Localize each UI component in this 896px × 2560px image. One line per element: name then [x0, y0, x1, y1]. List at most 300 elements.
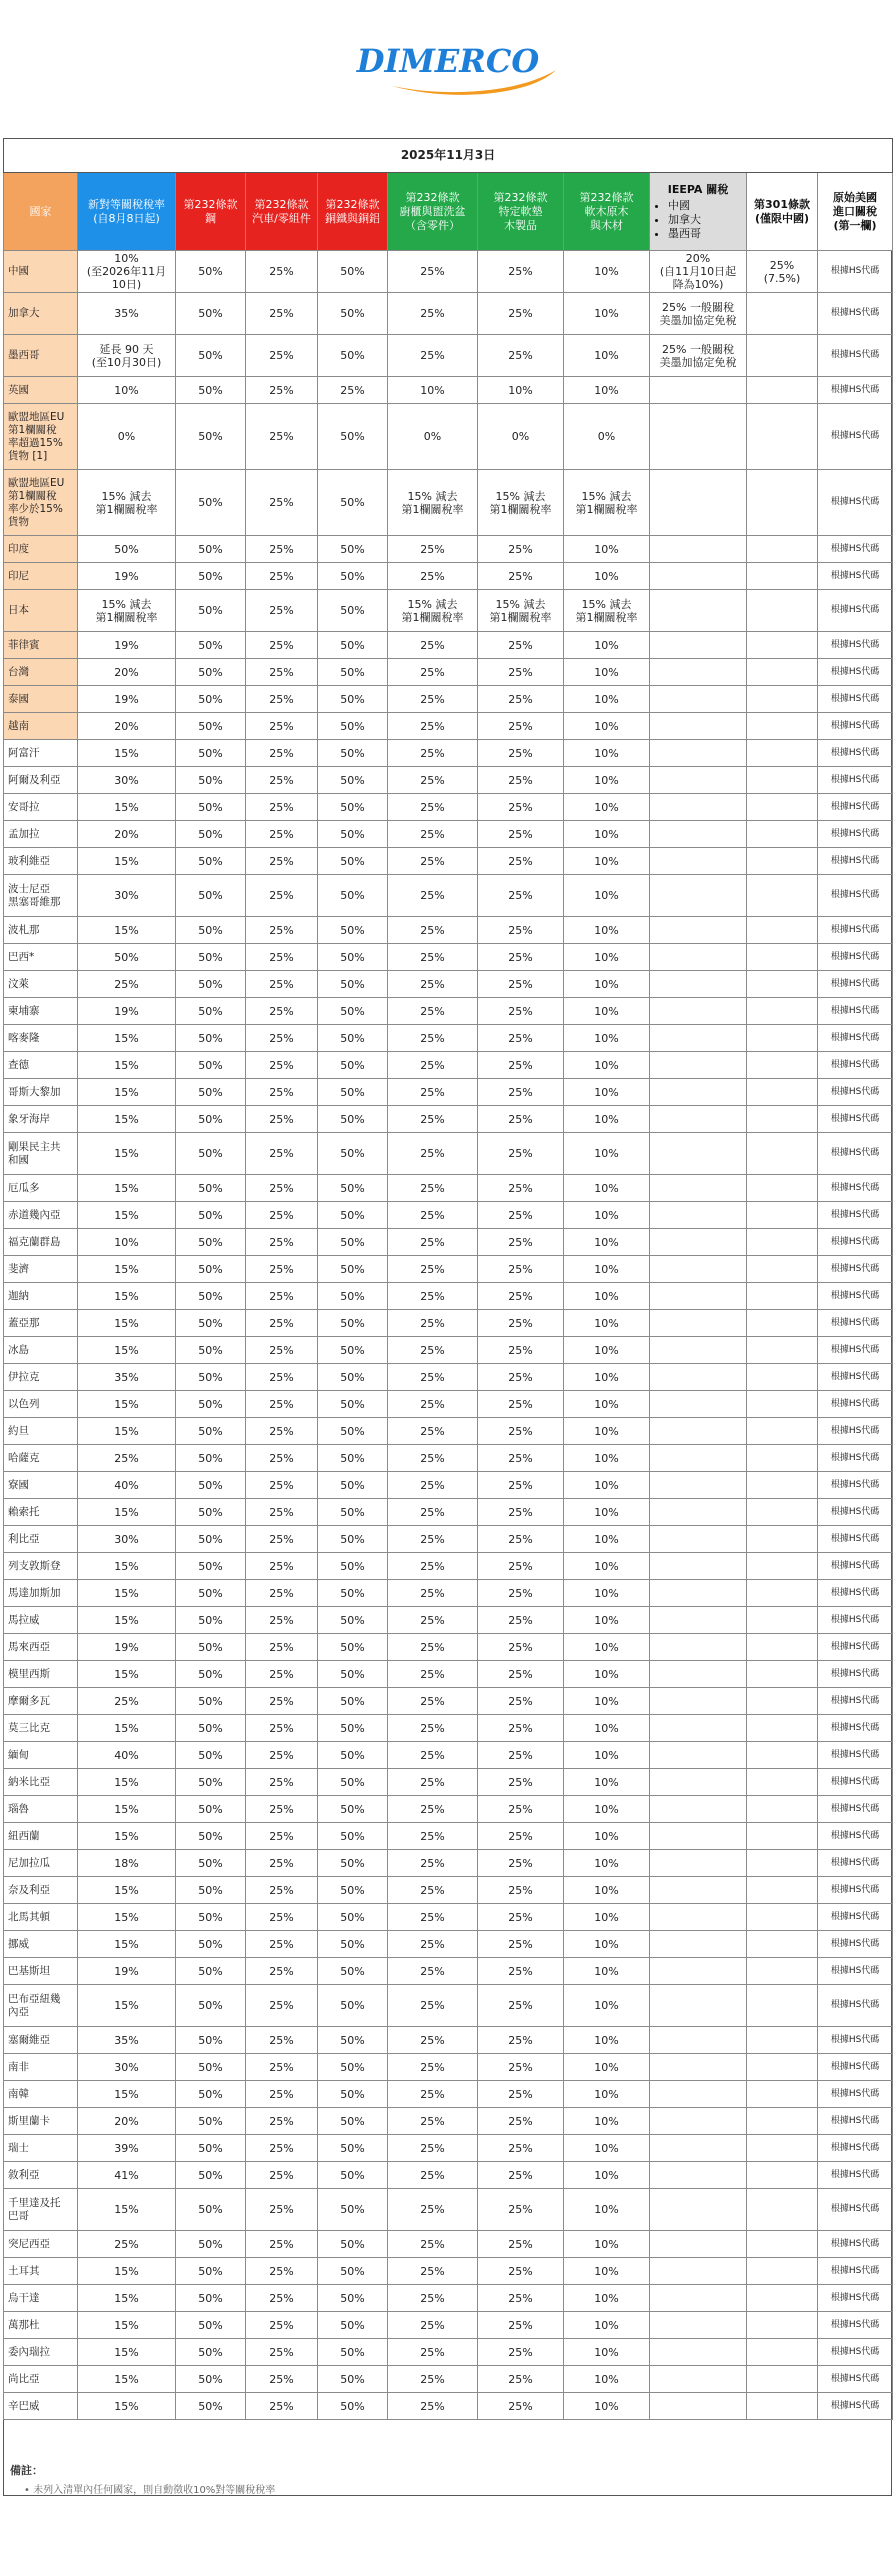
cell-s232-cabinet: 25%	[388, 1106, 478, 1133]
table-row	[4, 2312, 893, 2339]
cell-s232-auto: 25%	[246, 1823, 318, 1850]
cell-country: 瑞士	[4, 2135, 78, 2162]
cell-country: 越南	[4, 713, 78, 740]
cell-s232-furniture: 25%	[478, 1202, 564, 1229]
cell-s232-furniture: 25%	[478, 848, 564, 875]
cell-s232-copper: 50%	[318, 1850, 388, 1877]
cell-s232-lumber: 10%	[564, 2054, 650, 2081]
cell-s232-cabinet: 25%	[388, 1580, 478, 1607]
cell-ieepa	[650, 1931, 747, 1958]
cell-ieepa	[650, 998, 747, 1025]
cell-ieepa	[650, 1526, 747, 1553]
cell-s232-furniture: 25%	[478, 1052, 564, 1079]
header-ieepa-item: • 中國	[668, 199, 744, 213]
cell-reciprocal-rate: 15%	[78, 1580, 176, 1607]
cell-s232-copper: 50%	[318, 590, 388, 632]
cell-mfn: 根據HS代碼	[818, 1526, 893, 1553]
cell-s232-copper: 50%	[318, 2258, 388, 2285]
cell-reciprocal-rate: 20%	[78, 2108, 176, 2135]
cell-s232-lumber: 10%	[564, 1310, 650, 1337]
table-row	[4, 632, 893, 659]
cell-country: 阿富汗	[4, 740, 78, 767]
cell-s232-cabinet: 25%	[388, 1229, 478, 1256]
cell-s232-cabinet: 25%	[388, 251, 478, 293]
cell-ieepa: 25% 一般關稅 美墨加協定免稅	[650, 335, 747, 377]
cell-ieepa	[650, 1229, 747, 1256]
cell-reciprocal-rate: 40%	[78, 1742, 176, 1769]
cell-ieepa	[650, 1769, 747, 1796]
cell-s232-auto: 25%	[246, 1850, 318, 1877]
cell-s301	[747, 335, 818, 377]
cell-s232-copper: 50%	[318, 821, 388, 848]
notes	[10, 2462, 275, 2496]
cell-s232-furniture: 25%	[478, 1310, 564, 1337]
cell-s232-furniture: 25%	[478, 1958, 564, 1985]
cell-s232-copper: 50%	[318, 2393, 388, 2420]
cell-s232-lumber: 10%	[564, 1256, 650, 1283]
cell-s232-lumber: 10%	[564, 1391, 650, 1418]
cell-mfn: 根據HS代碼	[818, 1175, 893, 1202]
cell-ieepa	[650, 2189, 747, 2231]
table-row	[4, 917, 893, 944]
cell-s232-copper: 50%	[318, 1742, 388, 1769]
table-row	[4, 740, 893, 767]
table-row	[4, 1634, 893, 1661]
table-row	[4, 2393, 893, 2420]
cell-reciprocal-rate: 15%	[78, 848, 176, 875]
table-body	[4, 251, 893, 2420]
cell-s232-furniture: 25%	[478, 1283, 564, 1310]
table-row	[4, 1472, 893, 1499]
cell-s232-auto: 25%	[246, 767, 318, 794]
cell-s232-copper: 50%	[318, 659, 388, 686]
cell-mfn: 根據HS代碼	[818, 1283, 893, 1310]
cell-s232-steel: 50%	[176, 1553, 246, 1580]
cell-s232-furniture: 25%	[478, 1715, 564, 1742]
cell-s232-auto: 25%	[246, 1526, 318, 1553]
table-row	[4, 470, 893, 536]
table-row	[4, 1958, 893, 1985]
cell-s301	[747, 377, 818, 404]
cell-s232-cabinet: 25%	[388, 767, 478, 794]
cell-reciprocal-rate: 15%	[78, 2366, 176, 2393]
cell-s232-copper: 50%	[318, 1607, 388, 1634]
cell-s232-cabinet: 25%	[388, 1052, 478, 1079]
cell-s301	[747, 2312, 818, 2339]
header-s232-auto: 第232條款 汽車/零組件	[246, 173, 318, 251]
cell-mfn: 根據HS代碼	[818, 2108, 893, 2135]
cell-s232-cabinet: 25%	[388, 2054, 478, 2081]
cell-reciprocal-rate: 15%	[78, 2285, 176, 2312]
cell-s301	[747, 1283, 818, 1310]
cell-s301	[747, 2162, 818, 2189]
cell-s232-lumber: 10%	[564, 632, 650, 659]
cell-s232-cabinet: 25%	[388, 1958, 478, 1985]
table-row	[4, 1553, 893, 1580]
cell-s232-furniture: 25%	[478, 1337, 564, 1364]
cell-mfn: 根據HS代碼	[818, 1580, 893, 1607]
cell-reciprocal-rate: 15%	[78, 1283, 176, 1310]
cell-ieepa	[650, 848, 747, 875]
cell-mfn: 根據HS代碼	[818, 251, 893, 293]
cell-mfn: 根據HS代碼	[818, 2027, 893, 2054]
cell-s301	[747, 563, 818, 590]
cell-country: 巴基斯坦	[4, 1958, 78, 1985]
cell-s232-cabinet: 25%	[388, 1850, 478, 1877]
cell-country: 尼加拉瓜	[4, 1850, 78, 1877]
cell-s232-cabinet: 25%	[388, 1661, 478, 1688]
table-row	[4, 1391, 893, 1418]
cell-s232-furniture: 25%	[478, 821, 564, 848]
cell-s232-auto: 25%	[246, 1769, 318, 1796]
cell-reciprocal-rate: 延長 90 天 (至10月30日)	[78, 335, 176, 377]
cell-s232-furniture: 25%	[478, 2027, 564, 2054]
cell-mfn: 根據HS代碼	[818, 1877, 893, 1904]
cell-ieepa	[650, 536, 747, 563]
cell-s232-furniture: 15% 減去 第1欄關稅率	[478, 590, 564, 632]
cell-s232-lumber: 10%	[564, 1958, 650, 1985]
cell-s232-copper: 50%	[318, 1337, 388, 1364]
cell-s232-steel: 50%	[176, 1877, 246, 1904]
cell-reciprocal-rate: 15%	[78, 1499, 176, 1526]
cell-ieepa	[650, 590, 747, 632]
table-row	[4, 794, 893, 821]
cell-s232-copper: 50%	[318, 944, 388, 971]
cell-s232-copper: 50%	[318, 971, 388, 998]
cell-s232-auto: 25%	[246, 686, 318, 713]
cell-s232-cabinet: 25%	[388, 1472, 478, 1499]
table-row	[4, 2162, 893, 2189]
cell-reciprocal-rate: 40%	[78, 1472, 176, 1499]
cell-reciprocal-rate: 15% 減去 第1欄關稅率	[78, 470, 176, 536]
cell-reciprocal-rate: 15%	[78, 1418, 176, 1445]
cell-s232-steel: 50%	[176, 2135, 246, 2162]
table-row	[4, 821, 893, 848]
cell-s232-auto: 25%	[246, 1283, 318, 1310]
cell-s301	[747, 2081, 818, 2108]
cell-country: 委內瑞拉	[4, 2339, 78, 2366]
cell-s232-auto: 25%	[246, 875, 318, 917]
cell-ieepa	[650, 2258, 747, 2285]
cell-ieepa	[650, 1553, 747, 1580]
cell-s232-auto: 25%	[246, 2027, 318, 2054]
cell-s232-auto: 25%	[246, 293, 318, 335]
cell-s232-cabinet: 25%	[388, 1202, 478, 1229]
cell-reciprocal-rate: 25%	[78, 1688, 176, 1715]
cell-s232-lumber: 10%	[564, 2393, 650, 2420]
cell-reciprocal-rate: 15%	[78, 794, 176, 821]
cell-country: 柬埔寨	[4, 998, 78, 1025]
cell-s301	[747, 2108, 818, 2135]
header-ieepa-title: IEEPA 關稅	[667, 182, 729, 196]
cell-s232-steel: 50%	[176, 821, 246, 848]
cell-s232-copper: 50%	[318, 1877, 388, 1904]
cell-reciprocal-rate: 15%	[78, 1553, 176, 1580]
cell-s232-furniture: 25%	[478, 1229, 564, 1256]
cell-s232-lumber: 10%	[564, 1877, 650, 1904]
cell-reciprocal-rate: 15% 減去 第1欄關稅率	[78, 590, 176, 632]
table-row	[4, 2231, 893, 2258]
cell-s232-copper: 25%	[318, 377, 388, 404]
cell-s232-auto: 25%	[246, 1580, 318, 1607]
cell-s301	[747, 1133, 818, 1175]
cell-country: 馬達加斯加	[4, 1580, 78, 1607]
cell-s232-steel: 50%	[176, 335, 246, 377]
cell-mfn: 根據HS代碼	[818, 1634, 893, 1661]
cell-reciprocal-rate: 15%	[78, 1661, 176, 1688]
cell-mfn: 根據HS代碼	[818, 1688, 893, 1715]
cell-s232-steel: 50%	[176, 1391, 246, 1418]
cell-s232-auto: 25%	[246, 1607, 318, 1634]
cell-s232-copper: 50%	[318, 848, 388, 875]
cell-s301	[747, 404, 818, 470]
header-s232-steel: 第232條款 鋼	[176, 173, 246, 251]
cell-s232-auto: 25%	[246, 632, 318, 659]
cell-s301	[747, 1526, 818, 1553]
cell-reciprocal-rate: 18%	[78, 1850, 176, 1877]
cell-s232-auto: 25%	[246, 1472, 318, 1499]
cell-s232-auto: 25%	[246, 794, 318, 821]
cell-mfn: 根據HS代碼	[818, 659, 893, 686]
cell-s232-steel: 50%	[176, 1850, 246, 1877]
cell-s232-steel: 50%	[176, 590, 246, 632]
table-row	[4, 2054, 893, 2081]
cell-s232-furniture: 25%	[478, 971, 564, 998]
cell-s301	[747, 1106, 818, 1133]
cell-s232-auto: 25%	[246, 1634, 318, 1661]
cell-reciprocal-rate: 15%	[78, 1904, 176, 1931]
cell-s232-steel: 50%	[176, 2393, 246, 2420]
cell-s232-auto: 25%	[246, 821, 318, 848]
cell-country: 北馬其頓	[4, 1904, 78, 1931]
cell-s232-cabinet: 25%	[388, 971, 478, 998]
cell-mfn: 根據HS代碼	[818, 1418, 893, 1445]
cell-reciprocal-rate: 15%	[78, 1133, 176, 1175]
cell-s232-furniture: 25%	[478, 1688, 564, 1715]
cell-ieepa	[650, 1256, 747, 1283]
cell-country: 日本	[4, 590, 78, 632]
cell-country: 萬那杜	[4, 2312, 78, 2339]
cell-s301	[747, 2366, 818, 2393]
cell-s232-cabinet: 25%	[388, 1715, 478, 1742]
cell-s301: 25% (7.5%)	[747, 251, 818, 293]
cell-ieepa: 25% 一般關稅 美墨加協定免稅	[650, 293, 747, 335]
cell-s232-furniture: 25%	[478, 2231, 564, 2258]
cell-s232-copper: 50%	[318, 1445, 388, 1472]
cell-s232-auto: 25%	[246, 2393, 318, 2420]
cell-ieepa	[650, 794, 747, 821]
cell-reciprocal-rate: 20%	[78, 659, 176, 686]
cell-s232-auto: 25%	[246, 1688, 318, 1715]
cell-s232-furniture: 25%	[478, 659, 564, 686]
cell-mfn: 根據HS代碼	[818, 998, 893, 1025]
cell-s232-cabinet: 25%	[388, 1688, 478, 1715]
cell-s232-furniture: 10%	[478, 377, 564, 404]
cell-s232-furniture: 25%	[478, 998, 564, 1025]
cell-s232-cabinet: 25%	[388, 1823, 478, 1850]
cell-reciprocal-rate: 20%	[78, 821, 176, 848]
cell-mfn: 根據HS代碼	[818, 1133, 893, 1175]
cell-country: 玻利維亞	[4, 848, 78, 875]
cell-s232-steel: 50%	[176, 686, 246, 713]
header-ieepa-item: • 加拿大	[668, 213, 744, 227]
cell-country: 突尼西亞	[4, 2231, 78, 2258]
cell-s232-copper: 50%	[318, 1364, 388, 1391]
cell-s232-steel: 50%	[176, 1079, 246, 1106]
table-row	[4, 1025, 893, 1052]
cell-reciprocal-rate: 19%	[78, 1634, 176, 1661]
cell-s301	[747, 293, 818, 335]
cell-s232-cabinet: 25%	[388, 875, 478, 917]
cell-s232-steel: 50%	[176, 377, 246, 404]
cell-s232-steel: 50%	[176, 2285, 246, 2312]
cell-s232-furniture: 25%	[478, 2135, 564, 2162]
cell-s232-cabinet: 25%	[388, 1256, 478, 1283]
cell-s232-copper: 50%	[318, 2189, 388, 2231]
cell-s232-copper: 50%	[318, 1418, 388, 1445]
table-row	[4, 1499, 893, 1526]
cell-s232-cabinet: 25%	[388, 1985, 478, 2027]
cell-s232-steel: 50%	[176, 2366, 246, 2393]
cell-s232-copper: 50%	[318, 1025, 388, 1052]
cell-s232-cabinet: 0%	[388, 404, 478, 470]
cell-s232-auto: 25%	[246, 2258, 318, 2285]
cell-country: 剛果民主共 和國	[4, 1133, 78, 1175]
cell-s232-furniture: 25%	[478, 632, 564, 659]
cell-mfn: 根據HS代碼	[818, 1931, 893, 1958]
cell-country: 厄瓜多	[4, 1175, 78, 1202]
cell-s232-furniture: 25%	[478, 794, 564, 821]
cell-s232-auto: 25%	[246, 1499, 318, 1526]
cell-s232-cabinet: 25%	[388, 2135, 478, 2162]
cell-ieepa	[650, 1877, 747, 1904]
cell-s232-furniture: 25%	[478, 2339, 564, 2366]
cell-s232-copper: 50%	[318, 1526, 388, 1553]
cell-mfn: 根據HS代碼	[818, 470, 893, 536]
cell-s301	[747, 1310, 818, 1337]
cell-mfn: 根據HS代碼	[818, 944, 893, 971]
cell-ieepa	[650, 944, 747, 971]
cell-s232-steel: 50%	[176, 1337, 246, 1364]
cell-s232-steel: 50%	[176, 1472, 246, 1499]
table-row	[4, 1418, 893, 1445]
cell-s232-auto: 25%	[246, 1445, 318, 1472]
cell-s232-auto: 25%	[246, 848, 318, 875]
cell-mfn: 根據HS代碼	[818, 404, 893, 470]
table-row	[4, 1133, 893, 1175]
cell-country: 塞爾維亞	[4, 2027, 78, 2054]
cell-s232-furniture: 25%	[478, 686, 564, 713]
cell-s232-auto: 25%	[246, 1661, 318, 1688]
cell-s232-steel: 50%	[176, 1229, 246, 1256]
cell-s232-copper: 50%	[318, 917, 388, 944]
cell-s232-cabinet: 25%	[388, 1283, 478, 1310]
cell-ieepa	[650, 2366, 747, 2393]
cell-s232-furniture: 25%	[478, 2108, 564, 2135]
cell-s301	[747, 917, 818, 944]
cell-reciprocal-rate: 10%	[78, 377, 176, 404]
cell-mfn: 根據HS代碼	[818, 1553, 893, 1580]
cell-s232-steel: 50%	[176, 875, 246, 917]
cell-reciprocal-rate: 10%	[78, 1229, 176, 1256]
cell-ieepa	[650, 404, 747, 470]
cell-s232-auto: 25%	[246, 917, 318, 944]
cell-mfn: 根據HS代碼	[818, 536, 893, 563]
table-row	[4, 1052, 893, 1079]
cell-reciprocal-rate: 19%	[78, 998, 176, 1025]
table-row	[4, 2258, 893, 2285]
cell-s301	[747, 1742, 818, 1769]
cell-s301	[747, 1688, 818, 1715]
cell-reciprocal-rate: 10% (至2026年11月 10日)	[78, 251, 176, 293]
cell-s232-steel: 50%	[176, 1688, 246, 1715]
cell-s232-copper: 50%	[318, 251, 388, 293]
cell-ieepa	[650, 563, 747, 590]
cell-ieepa	[650, 2108, 747, 2135]
cell-s232-lumber: 10%	[564, 917, 650, 944]
cell-s232-furniture: 25%	[478, 2081, 564, 2108]
cell-s232-furniture: 25%	[478, 2366, 564, 2393]
cell-s232-cabinet: 25%	[388, 1553, 478, 1580]
table-row	[4, 1823, 893, 1850]
cell-s301	[747, 1607, 818, 1634]
cell-s232-copper: 50%	[318, 2054, 388, 2081]
cell-country: 迦納	[4, 1283, 78, 1310]
dimerco-logo-graphic	[0, 40, 896, 100]
cell-mfn: 根據HS代碼	[818, 563, 893, 590]
cell-country: 冰島	[4, 1337, 78, 1364]
cell-s232-lumber: 10%	[564, 2108, 650, 2135]
cell-s232-cabinet: 25%	[388, 794, 478, 821]
cell-s232-copper: 50%	[318, 470, 388, 536]
cell-mfn: 根據HS代碼	[818, 590, 893, 632]
cell-ieepa	[650, 1418, 747, 1445]
table-row	[4, 1445, 893, 1472]
cell-s232-cabinet: 25%	[388, 2027, 478, 2054]
cell-s232-steel: 50%	[176, 1580, 246, 1607]
cell-s232-lumber: 10%	[564, 1364, 650, 1391]
cell-s232-auto: 25%	[246, 1715, 318, 1742]
table-row	[4, 713, 893, 740]
cell-reciprocal-rate: 15%	[78, 1715, 176, 1742]
cell-country: 斯里蘭卡	[4, 2108, 78, 2135]
cell-s232-furniture: 25%	[478, 1256, 564, 1283]
cell-reciprocal-rate: 15%	[78, 2258, 176, 2285]
header-country: 國家	[4, 173, 78, 251]
cell-s232-lumber: 10%	[564, 1133, 650, 1175]
cell-s232-cabinet: 25%	[388, 1877, 478, 1904]
cell-reciprocal-rate: 15%	[78, 1823, 176, 1850]
cell-s232-steel: 50%	[176, 2258, 246, 2285]
cell-s232-cabinet: 25%	[388, 1175, 478, 1202]
cell-s232-furniture: 25%	[478, 2285, 564, 2312]
cell-country: 巴布亞紐幾 內亞	[4, 1985, 78, 2027]
cell-ieepa	[650, 767, 747, 794]
table-row	[4, 1364, 893, 1391]
cell-reciprocal-rate: 15%	[78, 1079, 176, 1106]
cell-s232-copper: 50%	[318, 632, 388, 659]
cell-s301	[747, 740, 818, 767]
cell-ieepa	[650, 1985, 747, 2027]
table-row	[4, 1337, 893, 1364]
cell-ieepa	[650, 1634, 747, 1661]
cell-s232-auto: 25%	[246, 1310, 318, 1337]
cell-s232-auto: 25%	[246, 2135, 318, 2162]
cell-country: 以色列	[4, 1391, 78, 1418]
cell-s232-cabinet: 25%	[388, 1337, 478, 1364]
cell-ieepa	[650, 1499, 747, 1526]
table-row	[4, 944, 893, 971]
